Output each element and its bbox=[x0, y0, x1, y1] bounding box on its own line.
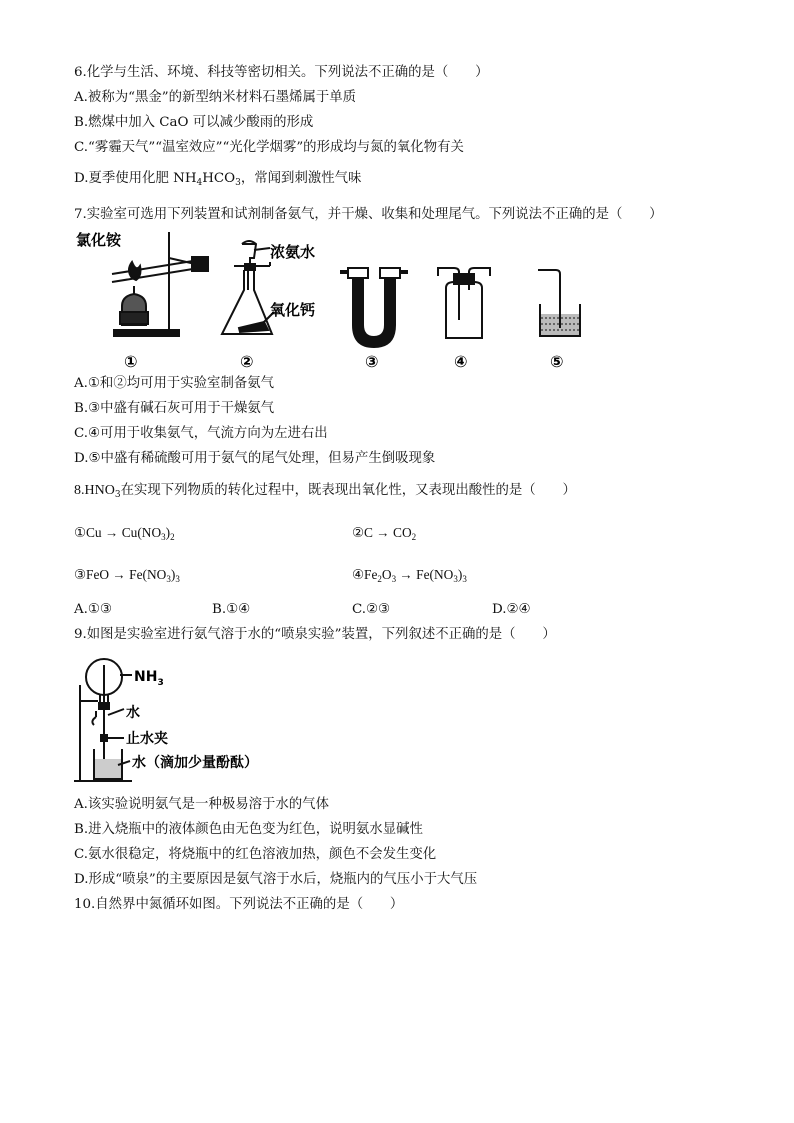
q7-option-c: C.④可用于收集氨气，气流方向为左进右出 bbox=[74, 426, 328, 441]
label-water: 水 bbox=[126, 705, 140, 721]
q8-stem: $8.HNO_3$在实现下列物质的转化过程中，既表现出氧化性，又表现出酸性的是（ ） bbox=[74, 483, 576, 500]
label-ammonium-chloride: 氯化铵 bbox=[76, 231, 122, 249]
q7-option-b: B.③中盛有碱石灰可用于干燥氨气 bbox=[74, 401, 275, 416]
apparatus-number-5: ⑤ bbox=[550, 352, 564, 371]
q8-option-d: D.②④ bbox=[492, 602, 531, 617]
label-water-phenolphthalein: 水（滴加少量酚酞） bbox=[132, 755, 258, 771]
q9-stem: 9.如图是实验室进行氨气溶于水的“喷泉实验”装置，下列叙述不正确的是（ ） bbox=[74, 627, 556, 642]
q6-option-a: A.被称为“黑金”的新型纳米材料石墨烯属于单质 bbox=[74, 90, 357, 105]
q8-option-b: B.①④ bbox=[212, 602, 251, 617]
q7-stem: 7.实验室可选用下列装置和试剂制备氨气，并干燥、收集和处理尾气。下列说法不正确的是（ ） bbox=[74, 207, 663, 222]
q9-option-c: C.氨水很稳定，将烧瓶中的红色溶液加热，颜色不会发生变化 bbox=[74, 847, 437, 862]
q6-option-b: B.燃煤中加入 CaO 可以减少酸雨的形成 bbox=[74, 115, 314, 130]
q7-option-a: A.①和②均可用于实验室制备氨气 bbox=[74, 376, 275, 391]
q9-option-b: B.进入烧瓶中的液体颜色由无色变为红色，说明氨水显碱性 bbox=[74, 822, 423, 837]
label-calcium-oxide: 氧化钙 bbox=[270, 301, 316, 319]
q7-option-d: D.⑤中盛有稀硫酸可用于氨气的尾气处理，但易产生倒吸现象 bbox=[74, 451, 436, 466]
q8-reaction-1: ①Cu → $Cu(NO_3)_2$ bbox=[74, 525, 175, 542]
q7-apparatus-figure bbox=[74, 230, 594, 372]
label-water-clamp: 止水夹 bbox=[126, 731, 168, 747]
q8-reaction-4: $④Fe_2O_3 \to Fe(NO_3)_3$ bbox=[352, 567, 467, 584]
q6-option-d: D.夏季使用化肥 $NH_4HCO_3$，常闻到刺激性气味 bbox=[74, 171, 362, 188]
q8-option-c: C.②③ bbox=[352, 602, 391, 617]
q10-stem: 10.自然界中氮循环如图。下列说法不正确的是（ ） bbox=[74, 897, 404, 912]
q8-reaction-2: ②C → $CO_2$ bbox=[352, 525, 417, 542]
label-conc-ammonia-water: 浓氨水 bbox=[270, 243, 316, 261]
q6-stem: 6.化学与生活、环境、科技等密切相关。下列说法不正确的是（ ） bbox=[74, 65, 489, 80]
q9-fountain-figure bbox=[74, 655, 284, 787]
q9-option-a: A.该实验说明氨气是一种极易溶于水的气体 bbox=[74, 797, 329, 812]
apparatus-number-2: ② bbox=[240, 352, 254, 371]
q6-option-c: C.“雾霾天气”“温室效应”“光化学烟雾”的形成均与氮的氧化物有关 bbox=[74, 140, 464, 155]
apparatus-number-4: ④ bbox=[454, 352, 468, 371]
q9-option-d: D.形成“喷泉”的主要原因是氨气溶于水后，烧瓶内的气压小于大气压 bbox=[74, 872, 478, 887]
apparatus-number-3: ③ bbox=[365, 352, 379, 371]
q8-reaction-3: ③FeO → $Fe(NO_3)_3$ bbox=[74, 567, 180, 584]
q8-option-a: A.①③ bbox=[74, 602, 112, 617]
apparatus-number-1: ① bbox=[124, 352, 138, 371]
label-nh3: $NH_3$ bbox=[134, 669, 164, 688]
